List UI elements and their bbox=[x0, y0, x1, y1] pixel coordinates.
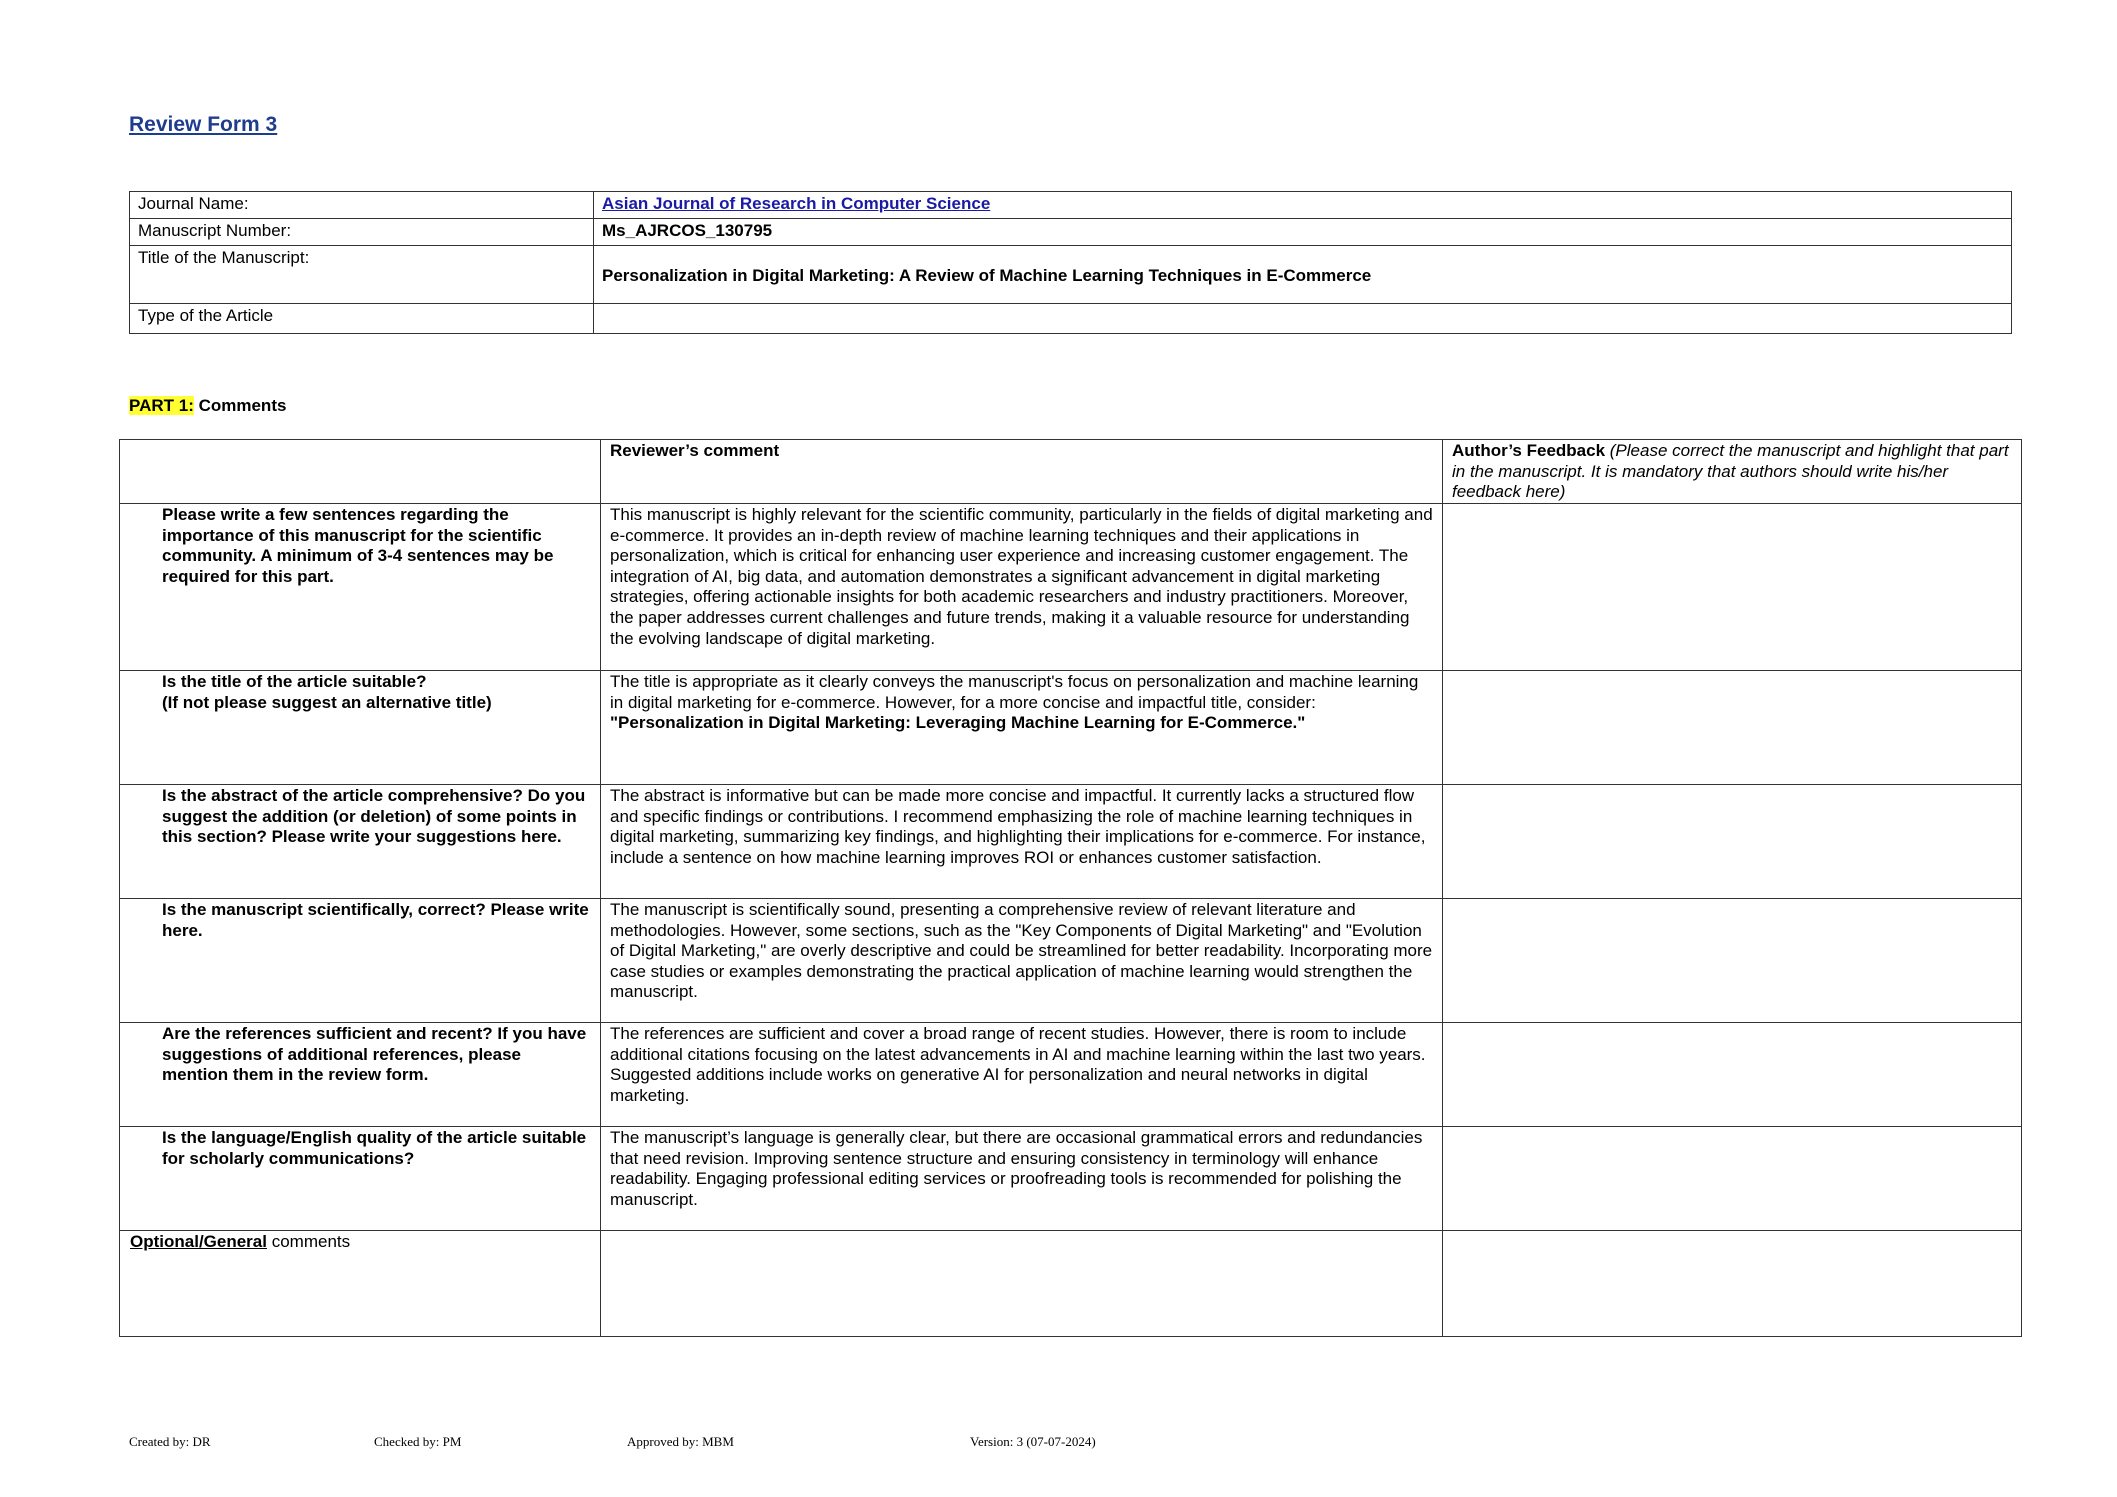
manuscript-label: Manuscript Number: bbox=[130, 219, 594, 246]
author-feedback-cell[interactable] bbox=[1443, 1127, 2022, 1231]
journal-link[interactable]: Asian Journal of Research in Computer Science bbox=[602, 194, 991, 213]
author-feedback-instructions: (Please correct the manuscript and highlight that part in the manuscript. It is mandatory that authors should write his/her feedback here) bbox=[1452, 441, 2009, 502]
question-line: (If not please suggest an alternative title) bbox=[162, 692, 492, 712]
table-row bbox=[120, 899, 2022, 1023]
optional-comment-cell[interactable] bbox=[601, 1231, 1443, 1337]
optional-row bbox=[120, 1231, 2022, 1337]
reviewer-comment: The abstract is informative but can be made more concise and impactful. It currently lacks a structured flow and specific findings or contributions. I recommend emphasizing the role of machine learning techniques in digital marketing, summarizing key findings, and highlighting their implications for e-commerce. For instance, include a sentence on how machine learning improves ROI or enhances customer satisfaction. bbox=[601, 785, 1443, 899]
author-feedback-cell[interactable] bbox=[1443, 899, 2022, 1023]
question: Are the references sufficient and recent? If you have suggestions of additional references, please mention them in the review form. bbox=[120, 1023, 601, 1127]
title-label: Title of the Manuscript: bbox=[130, 246, 594, 304]
optional-suffix: comments bbox=[266, 1232, 351, 1251]
author-feedback-cell[interactable] bbox=[1443, 671, 2022, 785]
author-feedback-cell[interactable] bbox=[1443, 504, 2022, 671]
manuscript-row bbox=[130, 219, 2012, 246]
question-line: Is the title of the article suitable? bbox=[162, 672, 427, 691]
part-suffix: Comments bbox=[193, 396, 287, 415]
optional-feedback-cell[interactable] bbox=[1443, 1231, 2022, 1337]
question: Please write a few sentences regarding the importance of this manuscript for the scientific community. A minimum of 3-4 sentences may be required for this part. bbox=[120, 504, 601, 671]
table-row bbox=[120, 504, 2022, 671]
reviewer-comment: The manuscript’s language is generally clear, but there are occasional grammatical errors and redundancies that need revision. Improving sentence structure and ensuring consistency in terminology will enhance readability. Engaging professional editing services or proofreading tools is recommended for polishing the manuscript. bbox=[601, 1127, 1443, 1231]
journal-label: Journal Name: bbox=[130, 192, 594, 219]
reviewer-comment: This manuscript is highly relevant for the scientific community, particularly in the fields of digital marketing and e-commerce. It provides an in-depth review of machine learning techniques and their applications in personalization, which is critical for enhancing user experience and increasing customer engagement. The integration of AI, big data, and automation demonstrates a significant advancement in digital marketing strategies, offering actionable insights for both academic researchers and industry practitioners. Moreover, the paper addresses current challenges and future trends, making it a valuable resource for understanding the evolving landscape of digital marketing. bbox=[601, 504, 1443, 671]
form-title[interactable]: Review Form 3 bbox=[129, 113, 278, 136]
table-row bbox=[120, 671, 2022, 785]
part-heading bbox=[129, 396, 286, 416]
comments-table bbox=[119, 439, 2022, 1337]
approved-by: Approved by: MBM bbox=[627, 1434, 734, 1449]
journal-row bbox=[130, 192, 2012, 219]
reviewer-comment-text: The title is appropriate as it clearly conveys the manuscript's focus on personalization and machine learning in digital marketing for e-commerce. However, for a more concise and impactful title, consider: bbox=[610, 672, 1419, 712]
reviewer-comment-header: Reviewer’s comment bbox=[601, 440, 1443, 504]
question: Is the manuscript scientifically, correct? Please write here. bbox=[120, 899, 601, 1023]
part-label: PART 1: bbox=[129, 396, 194, 415]
type-label: Type of the Article bbox=[130, 304, 594, 334]
table-row bbox=[120, 1127, 2022, 1231]
version: Version: 3 (07-07-2024) bbox=[970, 1434, 1096, 1449]
title-row bbox=[130, 246, 2012, 304]
header-row bbox=[120, 440, 2022, 504]
table-row bbox=[120, 1023, 2022, 1127]
author-feedback-title: Author’s Feedback bbox=[1452, 441, 1606, 460]
manuscript-title: Personalization in Digital Marketing: A Review of Machine Learning Techniques in E-Commerce bbox=[594, 246, 2012, 304]
author-feedback-cell[interactable] bbox=[1443, 785, 2022, 899]
manuscript-info-table bbox=[129, 191, 2012, 334]
author-feedback-cell[interactable] bbox=[1443, 1023, 2022, 1127]
suggested-title: "Personalization in Digital Marketing: Leveraging Machine Learning for E-Commerce." bbox=[610, 713, 1306, 733]
optional-label: Optional/General bbox=[130, 1232, 267, 1251]
optional-label-cell bbox=[120, 1231, 601, 1337]
type-value[interactable] bbox=[594, 304, 2012, 334]
reviewer-comment: The manuscript is scientifically sound, presenting a comprehensive review of relevant literature and methodologies. However, some sections, such as the "Key Components of Digital Marketing" and "Evolution of Digital Marketing," are overly descriptive and could be streamlined for better readability. Incorporating more case studies or examples demonstrating the practical application of machine learning would strengthen the manuscript. bbox=[601, 899, 1443, 1023]
question bbox=[120, 671, 601, 785]
question: Is the abstract of the article comprehensive? Do you suggest the addition (or deletion) of some points in this section? Please write your suggestions here. bbox=[120, 785, 601, 899]
table-row bbox=[120, 785, 2022, 899]
manuscript-number: Ms_AJRCOS_130795 bbox=[594, 219, 2012, 246]
created-by: Created by: DR bbox=[129, 1434, 211, 1449]
author-feedback-header bbox=[1443, 440, 2022, 504]
header-blank bbox=[120, 440, 601, 504]
checked-by: Checked by: PM bbox=[374, 1434, 462, 1449]
reviewer-comment bbox=[601, 671, 1443, 785]
reviewer-comment: The references are sufficient and cover a broad range of recent studies. However, there is room to include additional citations focusing on the latest advancements in AI and machine learning within the last two years. Suggested additions include works on generative AI for personalization and neural networks in digital marketing. bbox=[601, 1023, 1443, 1127]
question: Is the language/English quality of the article suitable for scholarly communications? bbox=[120, 1127, 601, 1231]
type-row bbox=[130, 304, 2012, 334]
